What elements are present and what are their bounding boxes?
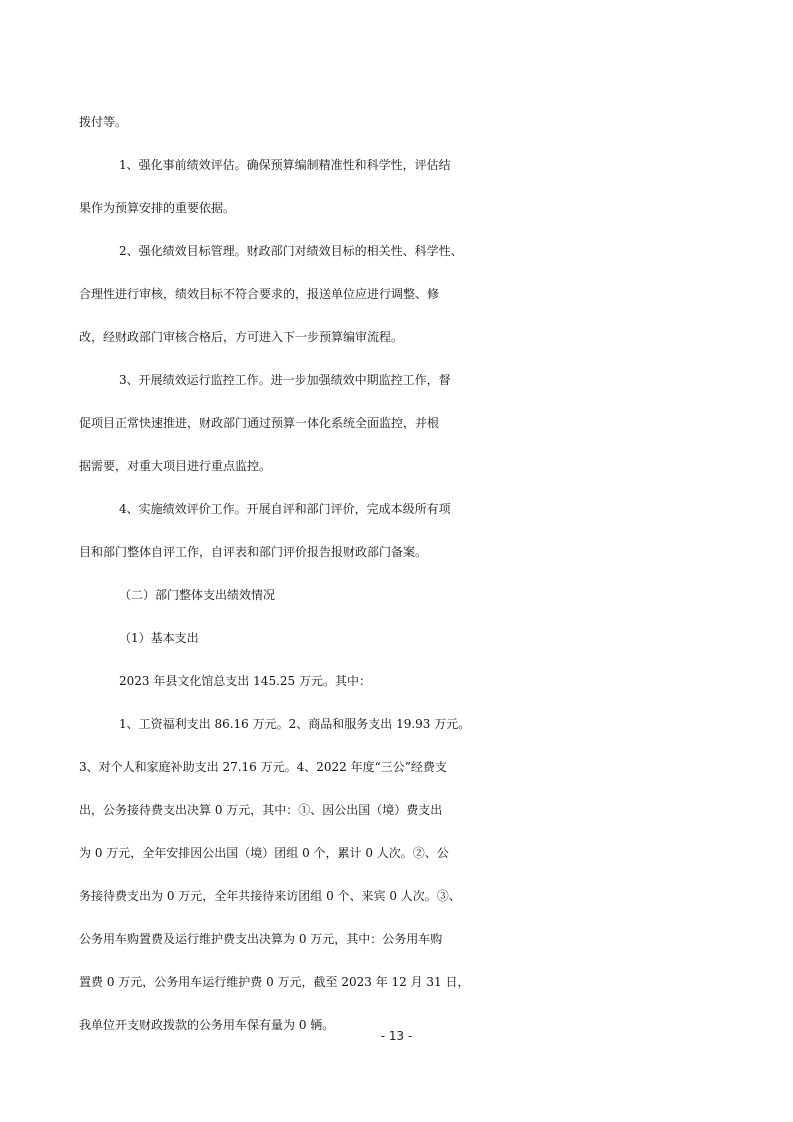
- body-text-line: 拨付等。: [79, 115, 128, 129]
- body-text-line: 出，公务接待费支出决算 0 万元，其中：①、因公出国（境）费支出: [79, 803, 443, 817]
- body-text-line: 我单位开支财政拨款的公务用车保有量为 0 辆。: [79, 1018, 335, 1032]
- body-text-line: 据需要，对重大项目进行重点监控。: [79, 459, 272, 473]
- body-text-line: 2、强化绩效目标管理。财政部门对绩效目标的相关性、科学性、: [119, 244, 463, 258]
- body-text-line: 目和部门整体自评工作，自评表和部门评价报告报财政部门备案。: [79, 545, 428, 559]
- body-text-line: 公务用车购置费及运行维护费支出决算为 0 万元，其中：公务用车购: [79, 932, 443, 946]
- body-text-line: 促项目正常快速推进，财政部门通过预算一体化系统全面监控，并根: [79, 416, 440, 430]
- body-text-line: 2023 年县文化馆总支出 145.25 万元。其中：: [119, 674, 371, 688]
- body-text-line: 4、实施绩效评价工作。开展自评和部门评价，完成本级所有项: [119, 502, 451, 516]
- body-text-line: 1、强化事前绩效评估。确保预算编制精准性和科学性，评估结: [119, 158, 451, 172]
- body-text-line: 置费 0 万元，公务用车运行维护费 0 万元，截至 2023 年 12 月 31 日，: [79, 975, 470, 989]
- page-number: - 13 -: [380, 1029, 413, 1043]
- body-text-line: 合理性进行审核，绩效目标不符合要求的，报送单位应进行调整、修: [79, 287, 440, 301]
- section-heading: （二）部门整体支出绩效情况: [119, 588, 276, 602]
- body-text-line: 3、开展绩效运行监控工作。进一步加强绩效中期监控工作，督: [119, 373, 451, 387]
- body-text-line: 3、对个人和家庭补助支出 27.16 万元。4、2022 年度“三公”经费支: [79, 760, 447, 774]
- subsection-heading: （1）基本支出: [119, 631, 199, 645]
- body-text-line: 改，经财政部门审核合格后，方可进入下一步预算编审流程。: [79, 330, 404, 344]
- body-text-line: 务接待费支出为 0 万元，全年共接待来访团组 0 个、来宾 0 人次。③、: [79, 889, 461, 903]
- body-text-line: 1、工资福利支出 86.16 万元。2、商品和服务支出 19.93 万元。: [119, 717, 471, 731]
- body-text-line: 为 0 万元，全年安排因公出国（境）团组 0 个，累计 0 人次。②、公: [79, 846, 449, 860]
- body-text-line: 果作为预算安排的重要依据。: [79, 201, 236, 215]
